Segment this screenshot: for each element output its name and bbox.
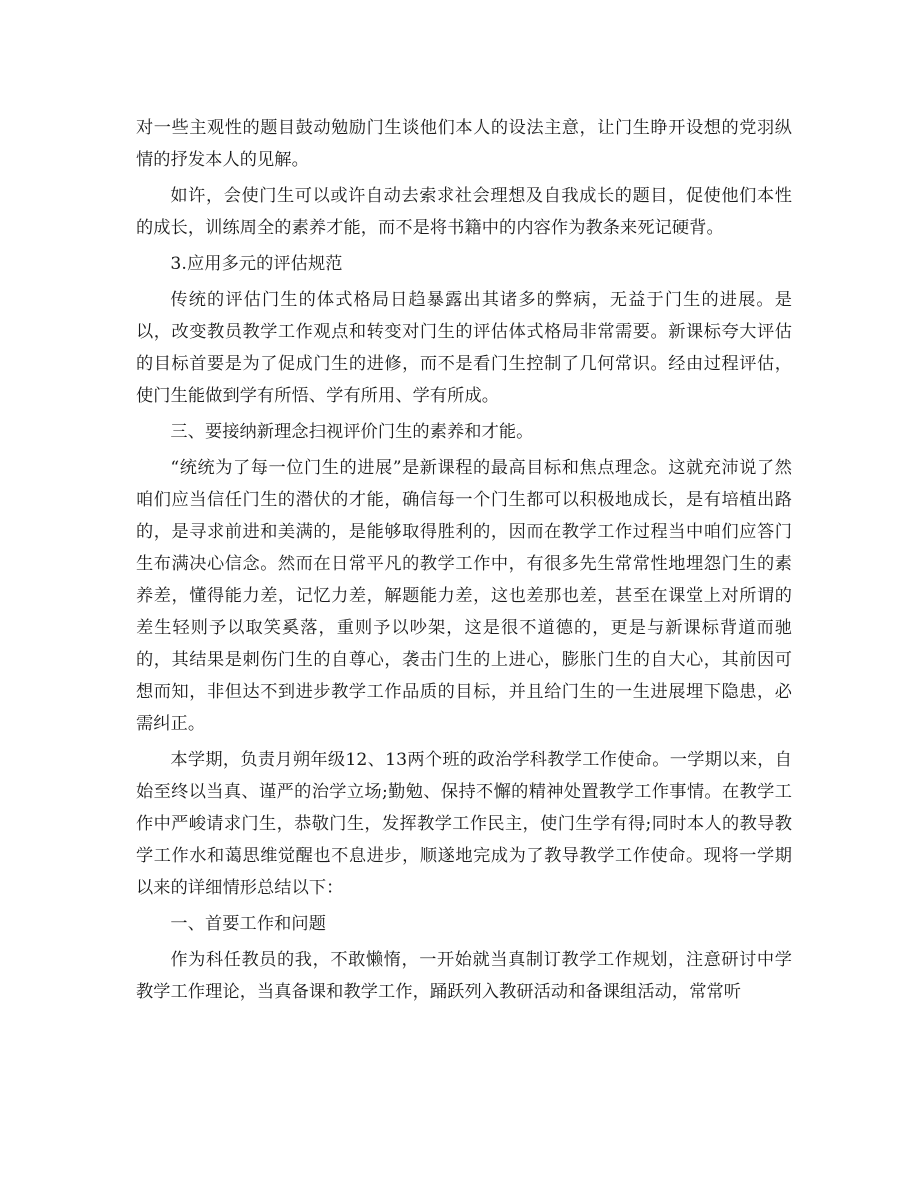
- paragraph-teacher-work: 作为科任教员的我，不敢懒惰，一开始就当真制订教学工作规划，注意研讨中学教学工作理论，当真备课和教学工作，踊跃列入教研活动和备课组活动，常常听: [136, 950, 792, 1002]
- paragraph-student-growth: 如许，会使门生可以或许自动去索求社会理想及自我成长的题目，促使他们本性的成长，训练周全的素养才能，而不是将书籍中的内容作为教条来死记硬背。: [136, 186, 792, 238]
- paragraph-semester-summary: 本学期，负责月朔年级12、13两个班的政治学科教学工作使命。一学期以来，自始至终以当真、谨严的治学立场;勤勉、保持不懈的精神处置教学工作事情。在教学工作中严峻请求门生，恭敬门生，发挥教学工作民主，使门生学有得;同时本人的教导教学工作水和蔼思维觉醒也不息进步，顺遂地完成为了教导教学工作使命。现将一学期以来的详细情形总结以下：: [136, 750, 792, 898]
- paragraph-subjective-questions: 对一些主观性的题目鼓动勉励门生谈他们本人的设法主意，让门生睁开设想的党羽纵情的抒发本人的见解。: [136, 118, 792, 170]
- heading-new-concepts: 三、要接纳新理念扫视评价门生的素养和才能。: [170, 422, 534, 442]
- paragraph-every-student: “统统为了每一位门生的进展”是新课程的最高目标和焦点理念。这就充沛说了然咱们应当信任门生的潜伏的才能，确信每一个门生都可以积极地成长，是有培植出路的，是寻求前进和美满的，是能够取得胜利的，因而在教学工作过程当中咱们应答门生布满决心信念。然而在日常平凡的教学工作中，有很多先生常常性地埋怨门生的素养差，懂得能力差，记忆力差，解题能力差，这也差那也差，甚至在课堂上对所谓的差生轻则予以取笑奚落，重则予以吵架，这是很不道德的，更是与新课标背道而驰的，其结果是刺伤门生的自尊心，袭击门生的上进心，膨胀门生的自大心，其前因可想而知，非但达不到进步教学工作品质的目标，并且给门生的一生进展埋下隐患，必需纠正。: [136, 458, 792, 734]
- heading-diverse-evaluation: 3.应用多元的评估规范: [170, 254, 343, 274]
- paragraph-evaluation-reform: 传统的评估门生的体式格局日趋暴露出其诸多的弊病，无益于门生的进展。是以，改变教员教学工作观点和转变对门生的评估体式格局非常需要。新课标夸大评估的目标首要是为了促成门生的进修，而不是看门生控制了几何常识。经由过程评估，使门生能做到学有所悟、学有所用、学有所成。: [136, 290, 792, 406]
- document-page: [136, 112, 792, 1012]
- heading-main-work: 一、首要工作和问题: [170, 914, 326, 934]
